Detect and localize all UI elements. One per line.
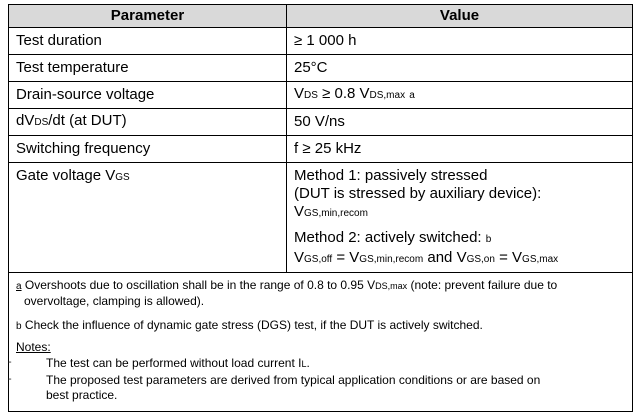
param-cell: Gate voltage VGS xyxy=(9,163,287,273)
param-cell: Test duration xyxy=(9,28,287,55)
param-cell: Switching frequency xyxy=(9,136,287,163)
header-value: Value xyxy=(287,5,633,28)
header-parameter: Parameter xyxy=(9,5,287,28)
bullet-marker: - xyxy=(8,356,12,368)
note-item-1: The test can be performed without load current IL. xyxy=(46,356,310,370)
param-cell: Drain-source voltage xyxy=(9,82,287,109)
outer-frame xyxy=(8,4,633,412)
value-cell: ≥ 1 000 h xyxy=(287,28,633,55)
bullet-marker: - xyxy=(8,373,12,385)
value-cell: VDS ≥ 0.8 VDS,max a xyxy=(287,82,633,109)
param-cell: Test temperature xyxy=(9,55,287,82)
value-cell: 25°C xyxy=(287,55,633,82)
param-cell: dVDS/dt (at DUT) xyxy=(9,109,287,136)
note-item-2: The proposed test parameters are derived from typical application conditions or are based on best practice. xyxy=(46,373,541,402)
notes-label: Notes: xyxy=(16,340,51,354)
value-cell: Method 1: passively stressed (DUT is stressed by auxiliary device): VGS,min,recom Method 2: actively switched: b VGS,off = VGS,min,recom and VGS,on = VGS,max xyxy=(287,163,633,273)
value-cell: f ≥ 25 kHz xyxy=(287,136,633,163)
footnote-a: a Overshoots due to oscillation shall be in the range of 0.8 to 0.95 VDS,max (note: prevent failure due to overvoltage, clamping is allowed). xyxy=(16,278,558,308)
footnote-b: b Check the influence of dynamic gate stress (DGS) test, if the DUT is actively switched. xyxy=(16,318,483,332)
value-cell: 50 V/ns xyxy=(287,109,633,136)
